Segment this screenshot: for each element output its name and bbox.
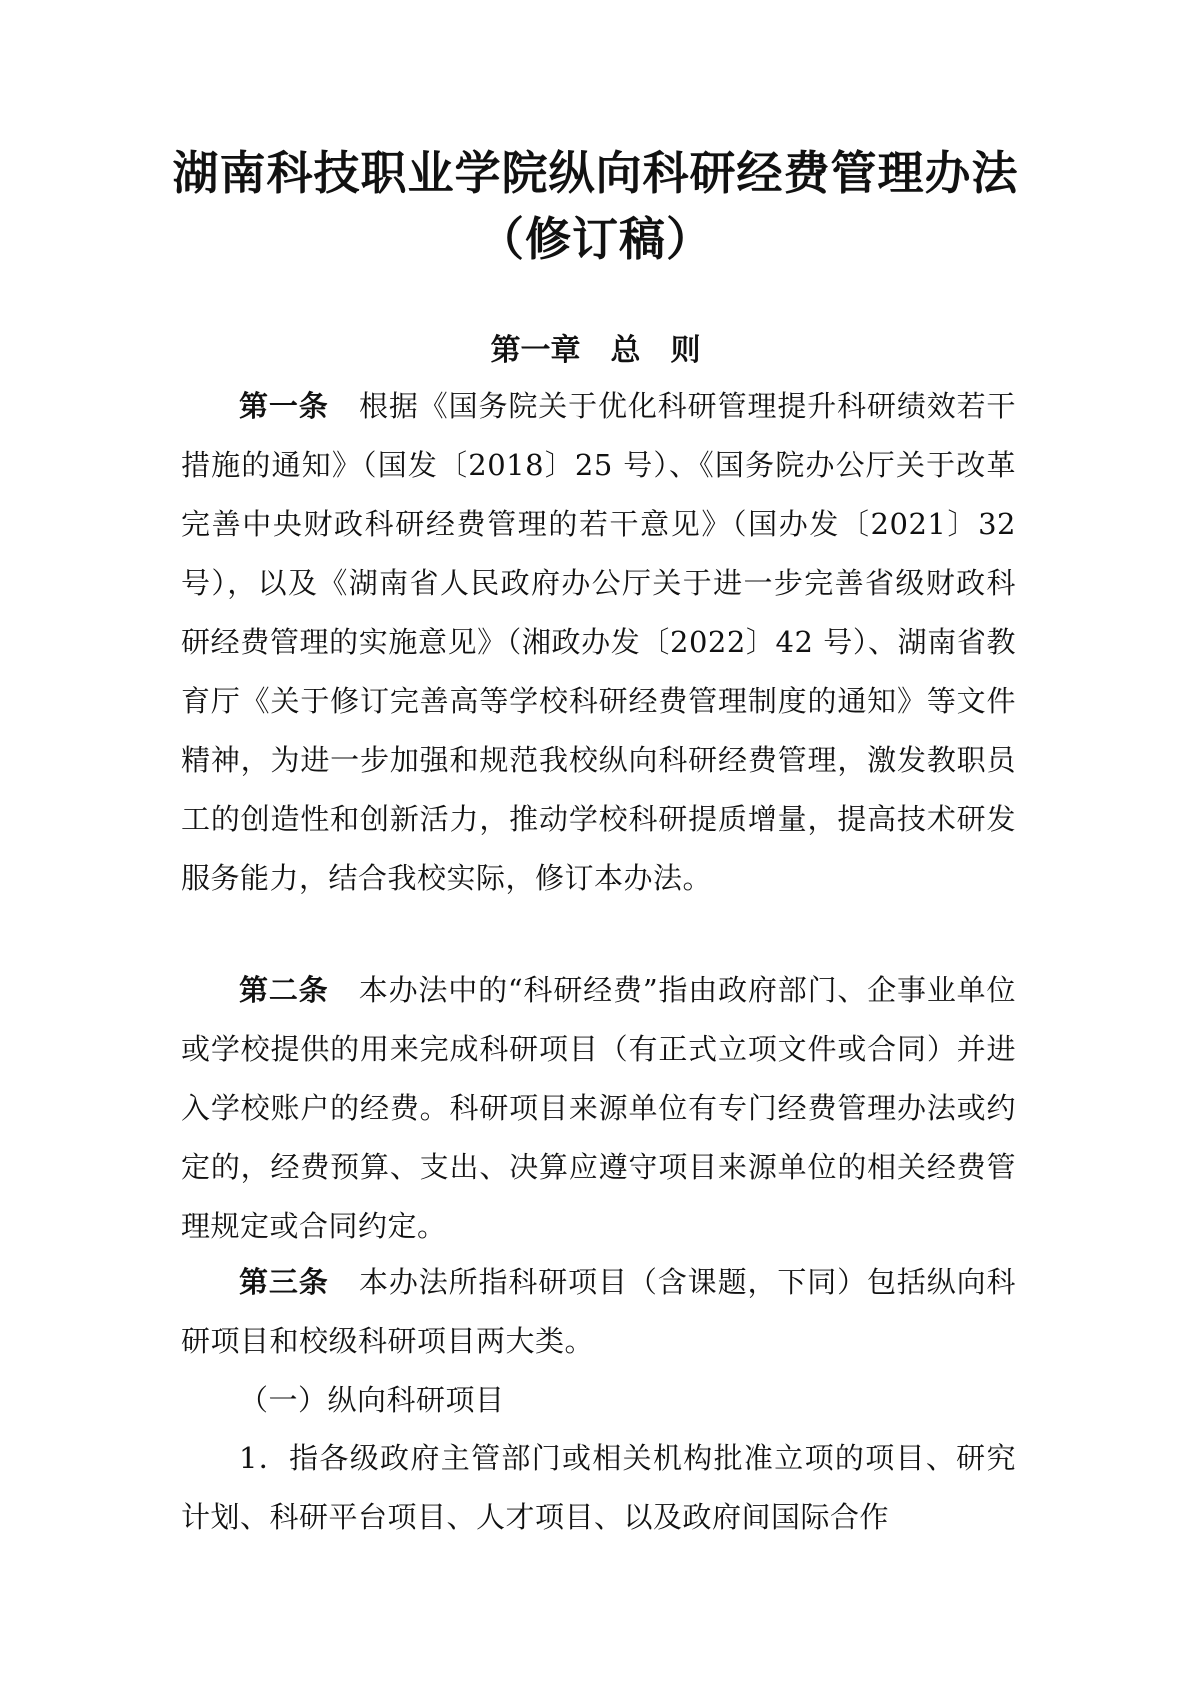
document-title: 湖南科技职业学院纵向科研经费管理办法 <box>172 146 1019 200</box>
document-subtitle: （修订稿） <box>478 212 713 266</box>
subsection-heading: （一）纵向科研项目 <box>239 1383 505 1417</box>
list-item: 1．指各级政府主管部门或相关机构批准立项的项目、研究计划、科研平台项目、人才项目、以及政府间国际合作 <box>181 1441 1016 1534</box>
article-1-text: 根据《国务院关于优化科研管理提升科研绩效若干措施的通知》（国发〔2018〕25 号）、《国务院办公厅关于改革完善中央财政科研经费管理的若干意见》（国办发〔2021〕32 号），以及《湖南省人民政府办公厅关于进一步完善省级财政科研经费管理的实施意见》（湘政办发〔2022〕42 号）、湖南省教育厅《关于修订完善高等学校科研经费管理制度的通知》等文件精神，为进一步加强和规范我校纵向科研经费管理，激发教职员工的创造性和创新活力，推动学校科研提质增量，提高技术研发服务能力，结合我校实际，修订本办法。 <box>181 389 1016 895</box>
article-2-text: 本办法中的“科研经费”指由政府部门、企事业单位或学校提供的用来完成科研项目（有正式立项文件或合同）并进入学校账户的经费。科研项目来源单位有专门经费管理办法或约定的，经费预算、支出、决算应遵守项目来源单位的相关经费管理规定或合同约定。 <box>181 973 1016 1243</box>
article-2-heading: 第二条 <box>239 973 329 1007</box>
article-1 <box>181 377 1016 908</box>
article-2 <box>181 961 1016 1256</box>
article-1-heading: 第一条 <box>239 389 329 423</box>
article-3 <box>181 1253 1016 1371</box>
article-3-heading: 第三条 <box>239 1265 329 1299</box>
chapter-heading: 第一章 总 则 <box>490 333 701 368</box>
article-3-text: 本办法所指科研项目（含课题，下同）包括纵向科研项目和校级科研项目两大类。 <box>181 1265 1016 1358</box>
